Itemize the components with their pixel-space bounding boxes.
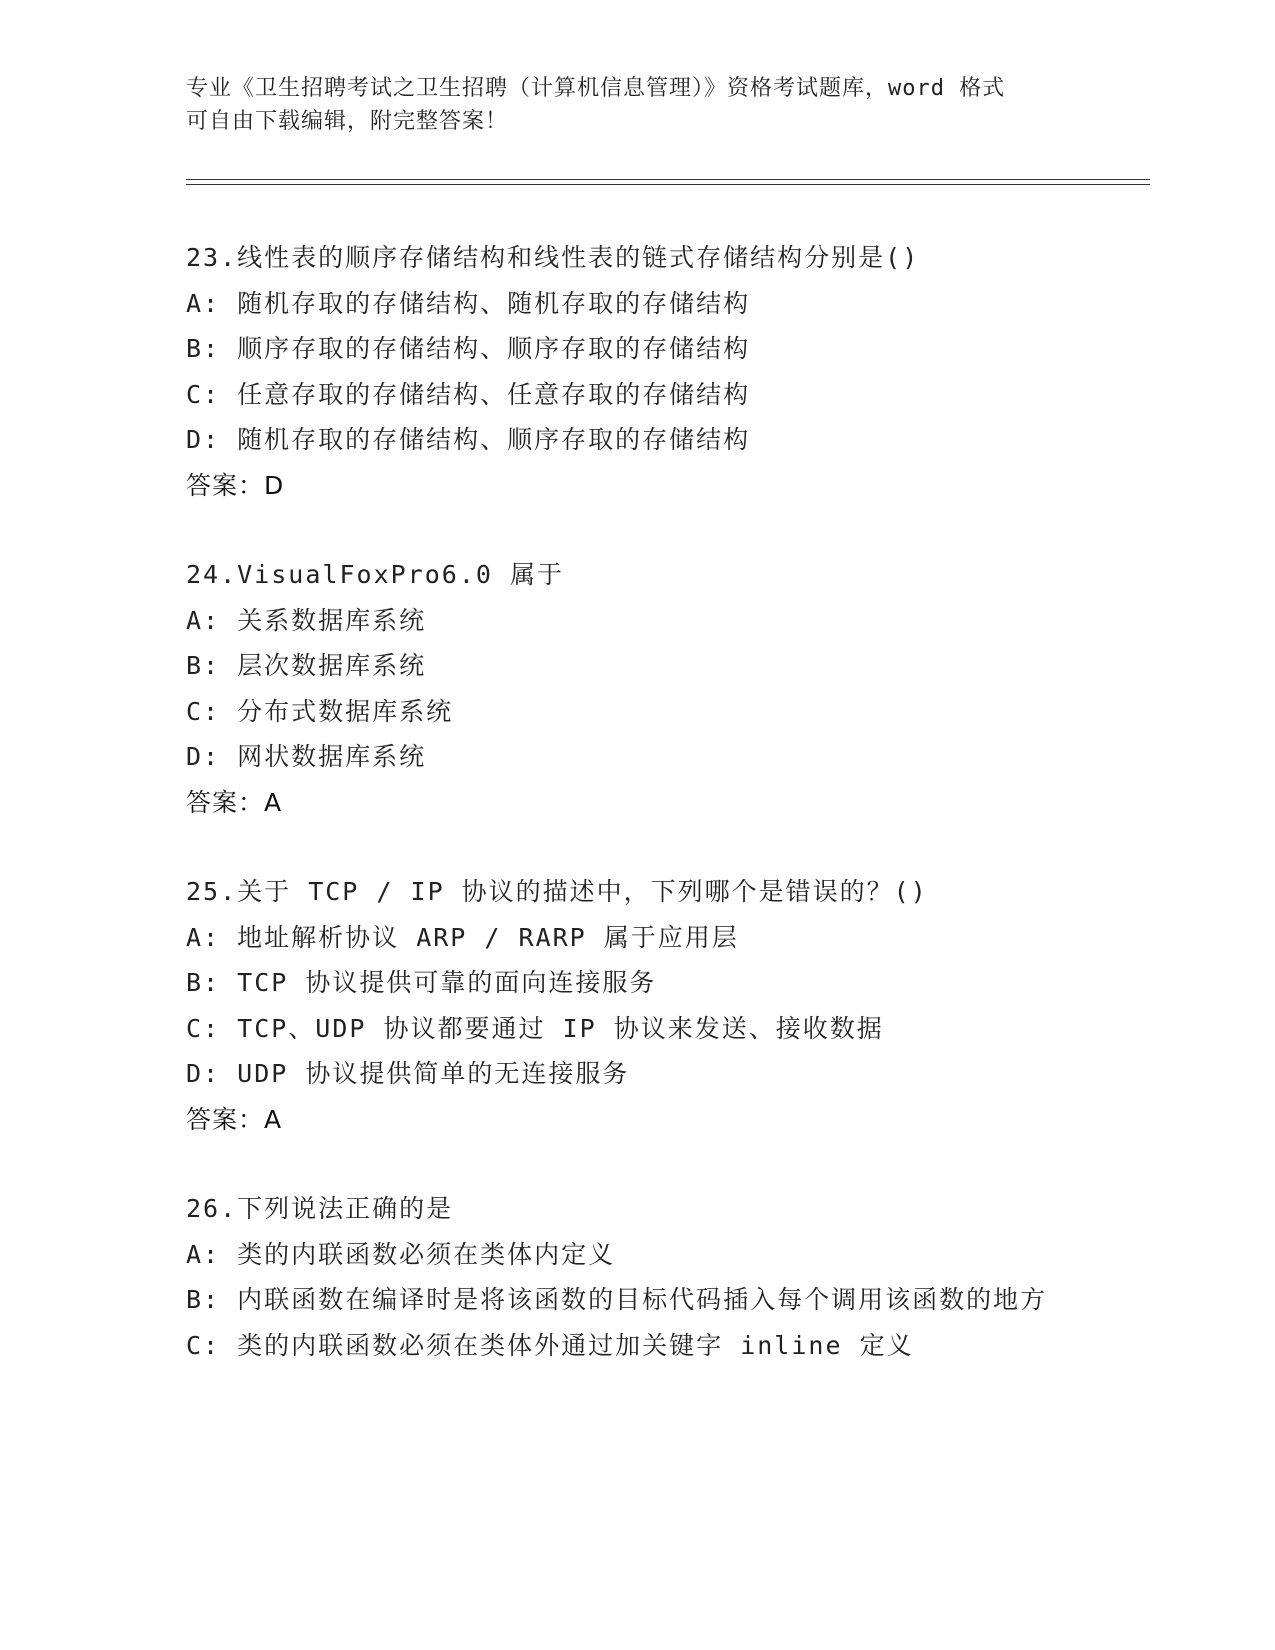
header-title-line-2: 可自由下载编辑，附完整答案！ — [186, 109, 509, 134]
header-title-line-1: 专业《卫生招聘考试之卫生招聘（计算机信息管理）》资格考试题库，word 格式 — [186, 76, 1006, 101]
question-stem: 23.线性表的顺序存储结构和线性表的链式存储结构分别是() — [186, 243, 920, 272]
option-a: A: 随机存取的存储结构、随机存取的存储结构 — [186, 288, 751, 318]
question-stem: 25.关于 TCP / IP 协议的描述中，下列哪个是错误的？() — [186, 877, 928, 906]
header-divider-bottom — [186, 184, 1150, 185]
document-header — [186, 72, 1066, 138]
question-24 — [186, 552, 1086, 825]
answer-label: 答案：A — [186, 1104, 283, 1134]
option-b: B: 层次数据库系统 — [186, 651, 427, 680]
question-23 — [186, 235, 1086, 508]
question-list — [186, 235, 1086, 1412]
option-d: D: UDP 协议提供简单的无连接服务 — [186, 1059, 630, 1088]
option-d: D: 随机存取的存储结构、顺序存取的存储结构 — [186, 425, 751, 454]
option-c: C: 类的内联函数必须在类体外通过加关键字 inline 定义 — [186, 1330, 914, 1360]
option-a: A: 关系数据库系统 — [186, 605, 427, 635]
header-divider-top — [186, 179, 1150, 180]
option-a: A: 地址解析协议 ARP / RARP 属于应用层 — [186, 922, 739, 952]
answer-label: 答案：A — [186, 787, 283, 817]
option-b: B: 顺序存取的存储结构、顺序存取的存储结构 — [186, 334, 751, 363]
option-b: B: 内联函数在编译时是将该函数的目标代码插入每个调用该函数的地方 — [186, 1285, 1048, 1314]
answer-label: 答案：D — [186, 470, 285, 500]
option-c: C: 任意存取的存储结构、任意存取的存储结构 — [186, 379, 751, 409]
option-b: B: TCP 协议提供可靠的面向连接服务 — [186, 968, 657, 997]
option-c: C: 分布式数据库系统 — [186, 696, 454, 726]
option-a: A: 类的内联函数必须在类体内定义 — [186, 1239, 616, 1269]
question-stem: 26.下列说法正确的是 — [186, 1194, 454, 1223]
question-stem: 24.VisualFoxPro6.0 属于 — [186, 560, 564, 589]
option-d: D: 网状数据库系统 — [186, 742, 427, 771]
option-c: C: TCP、UDP 协议都要通过 IP 协议来发送、接收数据 — [186, 1013, 884, 1043]
question-26 — [186, 1186, 1086, 1368]
question-25 — [186, 869, 1086, 1142]
